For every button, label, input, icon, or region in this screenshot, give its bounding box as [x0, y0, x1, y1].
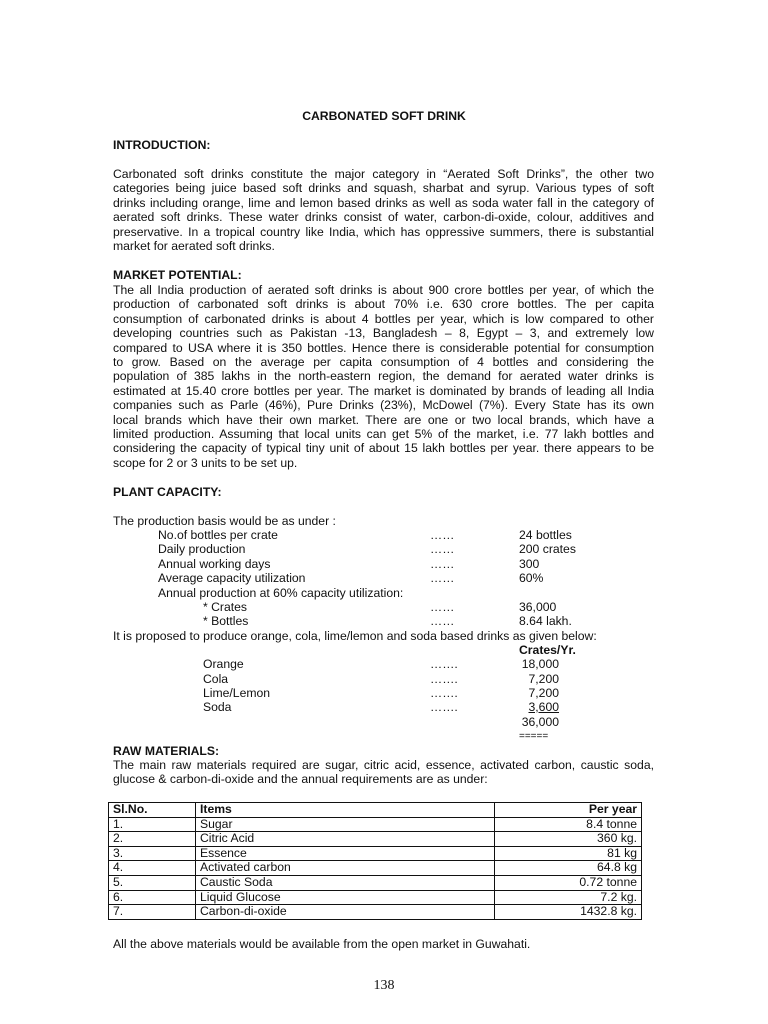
- drink-crates: 7,200: [528, 686, 559, 700]
- column-header: Items: [196, 803, 495, 818]
- raw-materials-table: [108, 802, 642, 920]
- introduction-paragraph: [113, 167, 654, 253]
- table-cell: 7.2 kg.: [495, 890, 642, 905]
- table-row: [109, 846, 642, 861]
- raw-materials-paragraph: [113, 758, 654, 787]
- total-double-rule: =====: [519, 731, 549, 742]
- table-cell: 1432.8 kg.: [495, 905, 642, 920]
- basis-label: Daily production: [158, 542, 246, 556]
- availability-note: All the above materials would be available from the open market in Guwahati.: [113, 937, 531, 951]
- table-row: [109, 861, 642, 876]
- basis-label: * Bottles: [203, 614, 249, 628]
- drink-name: Cola: [203, 672, 229, 686]
- paragraph-line: The all India production of aerated soft drinks is about 900 crore bottles per year, of which the: [113, 283, 654, 297]
- drink-crates: 18,000: [521, 657, 559, 671]
- table-row: [109, 875, 642, 890]
- basis-dots: ……: [430, 614, 455, 628]
- introduction-heading: INTRODUCTION:: [113, 138, 211, 152]
- drink-name: Orange: [203, 657, 244, 671]
- market-potential-heading: MARKET POTENTIAL:: [113, 268, 242, 282]
- basis-label: Annual working days: [158, 557, 271, 571]
- crates-per-year-header: Crates/Yr.: [519, 643, 576, 657]
- basis-dots: ……: [430, 528, 455, 542]
- basis-label: No.of bottles per crate: [158, 528, 278, 542]
- page-number: 138: [373, 978, 395, 993]
- table-cell: 4.: [109, 861, 196, 876]
- table-cell: Activated carbon: [196, 861, 495, 876]
- paragraph-line: preservative. In a tropical country like India, which has oppressive summers, there is substantial: [113, 224, 654, 239]
- basis-dots: ……: [430, 557, 455, 571]
- table-cell: Caustic Soda: [196, 875, 495, 890]
- paragraph-line: scope for 2 or 3 units to be set up.: [113, 455, 298, 470]
- paragraph-line: estimated at 15.40 crore bottles per year. The market is dominated by brands of leading all India: [113, 383, 654, 398]
- paragraph-line: aerated soft drinks. These water drinks consist of water, carbon-di-oxide, colour, additives and: [113, 210, 654, 225]
- basis-value: 300: [519, 557, 540, 571]
- table-cell: 360 kg.: [495, 832, 642, 847]
- plant-capacity-heading: PLANT CAPACITY:: [113, 485, 222, 499]
- basis-value: 8.64 lakh.: [519, 614, 572, 628]
- table-row: [109, 890, 642, 905]
- paragraph-line: local brands which have their own market. There are one or two local brands, which have a: [113, 412, 654, 427]
- paragraph-line: The main raw materials required are sugar, citric acid, essence, activated carbon, caustic soda,: [113, 758, 654, 772]
- table-cell: 6.: [109, 890, 196, 905]
- paragraph-line: market for aerated soft drinks.: [113, 239, 275, 254]
- basis-value: 24 bottles: [519, 528, 572, 542]
- table-cell: 64.8 kg: [495, 861, 642, 876]
- column-header: Per year: [495, 803, 642, 818]
- drink-name: Lime/Lemon: [203, 686, 271, 700]
- table-cell: Carbon-di-oxide: [196, 905, 495, 920]
- table-cell: 3.: [109, 846, 196, 861]
- paragraph-line: Carbonated soft drinks constitute the major category in “Aerated Soft Drinks”, the other two: [113, 167, 654, 181]
- table-header-row: [109, 803, 642, 818]
- market-potential-paragraph: [113, 283, 654, 470]
- column-header: Sl.No.: [109, 803, 196, 818]
- table-cell: Liquid Glucose: [196, 890, 495, 905]
- basis-value: 200 crates: [519, 542, 576, 556]
- paragraph-line: limited production. Assuming that local units can get 5% of the market, i.e. 77 lakh bottles and: [113, 427, 654, 442]
- table-cell: 1.: [109, 817, 196, 832]
- basis-label: Annual production at 60% capacity utilization:: [158, 586, 404, 600]
- basis-value: 36,000: [519, 600, 557, 614]
- paragraph-line: developing countries such as Pakistan -13, Bangladesh – 8, Egypt – 3, and extremely low: [113, 326, 654, 341]
- drink-dots: …….: [430, 672, 458, 686]
- proposal-text: It is proposed to produce orange, cola, lime/lemon and soda based drinks as given below:: [113, 629, 597, 643]
- table-row: [109, 832, 642, 847]
- raw-materials-heading: RAW MATERIALS:: [113, 744, 220, 758]
- basis-label: * Crates: [203, 600, 248, 614]
- drink-name: Soda: [203, 700, 232, 714]
- basis-value: 60%: [519, 571, 544, 585]
- drink-dots: …….: [430, 686, 458, 700]
- drink-crates: 7,200: [528, 672, 559, 686]
- table-row: [109, 817, 642, 832]
- basis-dots: ……: [430, 600, 455, 614]
- paragraph-line: population of 385 lakhs in the north-eastern region, the demand for aerated water drinks is: [113, 369, 654, 384]
- document-title: CARBONATED SOFT DRINK: [302, 109, 466, 123]
- paragraph-line: consumption of carbonated drinks is about 4 bottles per year, which is low compared to other: [113, 311, 654, 326]
- drink-dots: …….: [430, 657, 458, 671]
- table-cell: 5.: [109, 875, 196, 890]
- paragraph-line: compared to USA where it is 350 bottles. Hence there is considerable potential for consumption: [113, 340, 654, 355]
- table-row: [109, 905, 642, 920]
- paragraph-line: companies such as Parle (46%), Pure Drinks (23%), McDowel (7%). Every State has its own: [113, 398, 654, 413]
- production-basis-text: The production basis would be as under :: [113, 514, 336, 528]
- paragraph-line: considering the capacity of typical tiny unit of about 15 lakh bottles per year. there appears to be: [113, 441, 654, 456]
- table-cell: 2.: [109, 832, 196, 847]
- table-cell: Citric Acid: [196, 832, 495, 847]
- paragraph-line: production of carbonated soft drinks is about 70% i.e. 630 crore bottles. The per capita: [113, 297, 654, 312]
- paragraph-line: categories being juice based soft drinks and squash, sharbat and syrup. Various types of soft: [113, 181, 654, 196]
- paragraph-line: drinks including orange, lime and lemon based drinks as well as soda water fall in the category of: [113, 195, 654, 210]
- drinks-total: 36,000: [521, 715, 559, 729]
- paragraph-line: glucose & carbon-di-oxide and the annual requirements are as under:: [113, 772, 488, 787]
- table-cell: 8.4 tonne: [495, 817, 642, 832]
- paragraph-line: to grow. Based on the average per capita consumption of 4 bottles and considering the: [113, 355, 654, 370]
- basis-dots: ……: [430, 542, 455, 556]
- table-cell: 0.72 tonne: [495, 875, 642, 890]
- table-cell: Sugar: [196, 817, 495, 832]
- drink-crates: 3,600: [528, 700, 559, 714]
- table-cell: Essence: [196, 846, 495, 861]
- table-cell: 81 kg: [495, 846, 642, 861]
- table-cell: 7.: [109, 905, 196, 920]
- basis-label: Average capacity utilization: [158, 571, 306, 585]
- drink-dots: …….: [430, 700, 458, 714]
- basis-dots: ……: [430, 571, 455, 585]
